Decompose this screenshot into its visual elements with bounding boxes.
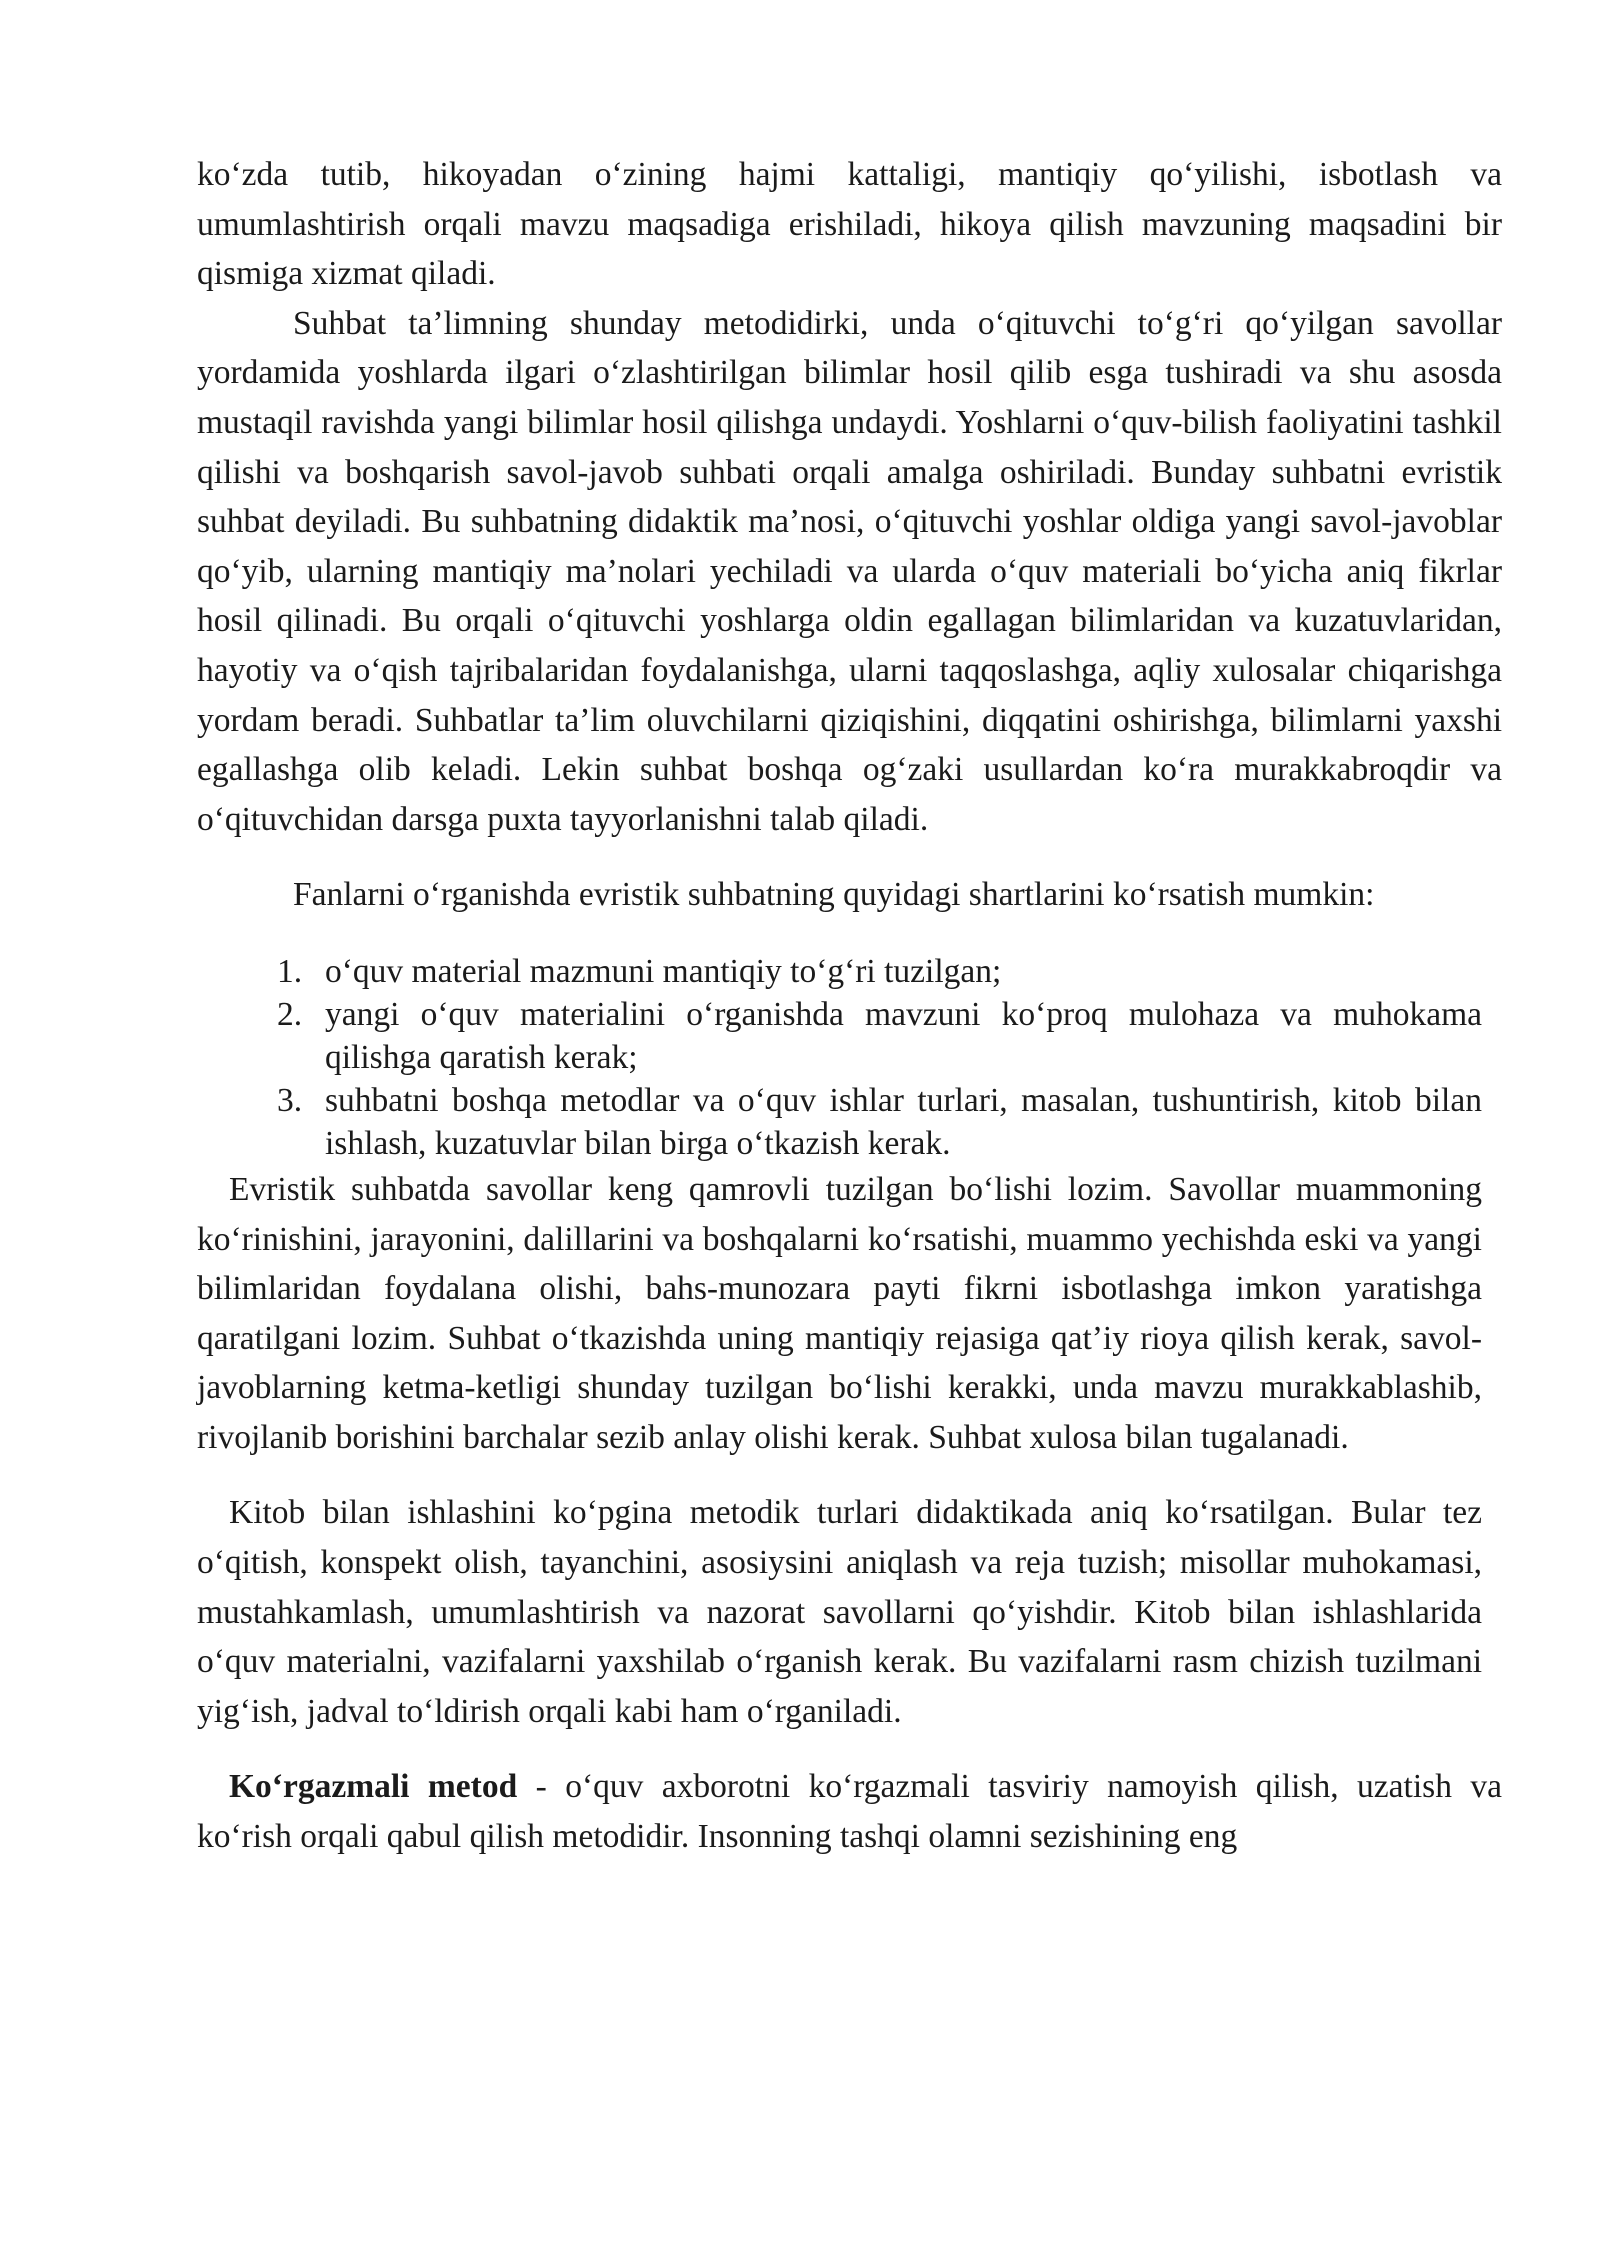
paragraph-fanlarni: Fanlarni o‘rganishda evristik suhbatning quyidagi shartlarini ko‘rsatish mumkin: bbox=[293, 876, 1375, 914]
conditions-list bbox=[197, 950, 1482, 1165]
list-number: 2. bbox=[277, 995, 303, 1033]
list-item-text: suhbatni boshqa metodlar va o‘quv ishlar turlari, masalan, tushuntirish, kitob bilan ishlash, kuzatuvlar bilan birga o‘tkazish kerak. bbox=[325, 1081, 1482, 1162]
list-item-text: o‘quv material mazmuni mantiqiy to‘g‘ri tuzilgan; bbox=[325, 952, 1002, 990]
definition-text: - o‘quv axborotni ko‘rgazmali tasviriy namoyish qilish, uzatish va ko‘rish orqali qabul qilish metodidir. Insonning tashqi olamni sezishining eng bbox=[197, 1768, 1502, 1856]
list-number: 1. bbox=[277, 952, 303, 990]
paragraph-kitob: Kitob bilan ishlashini ko‘pgina metodik turlari didaktikada aniq ko‘rsatilgan. Bular tez o‘qitish, konspekt olish, tayanchini, asosiysini aniqlash va reja tuzish; misollar muhokamasi, mustahkamlash, umumlashtirish va nazorat savollarni qo‘yishdir. Kitob bilan ishlashlarida o‘quv materialni, vazifalarni yaxshilab o‘rganish kerak. Bu vazifalarni rasm chizish tuzilmani yig‘ish, jadval to‘ldirish orqali kabi ham o‘rganiladi. bbox=[197, 1494, 1482, 1730]
list-number: 3. bbox=[277, 1081, 303, 1119]
list-item bbox=[197, 1079, 1482, 1165]
term-korgazmali-metod: Ko‘rgazmali metod bbox=[229, 1768, 518, 1806]
list-item-text: yangi o‘quv materialini o‘rganishda mavzuni ko‘proq mulohaza va muhokama qilishga qaratish kerak; bbox=[325, 995, 1482, 1076]
paragraph-hikoya-continuation: ko‘zda tutib, hikoyadan o‘zining hajmi kattaligi, mantiqiy qo‘yilishi, isbotlash va umumlashtirish orqali mavzu maqsadiga erishiladi, hikoya qilish mavzuning maqsadini bir qismiga xizmat qiladi. bbox=[197, 156, 1502, 293]
paragraph-suhbat: Suhbat ta’limning shunday metodidirki, unda o‘qituvchi to‘g‘ri qo‘yilgan savollar yordamida yoshlarda ilgari o‘zlashtirilgan bilimlar hosil qilib esga tushiradi va shu asosda mustaqil ravishda yangi bilimlar hosil qilishga undaydi. Yoshlarni o‘quv-bilish faoliyatini tashkil qilishi va boshqarish savol-javob suhbati orqali amalga oshiriladi. Bunday suhbatni evristik suhbat deyiladi. Bu suhbatning didaktik ma’nosi, o‘qituvchi yoshlar oldiga yangi savol-javoblar qo‘yib, ularning mantiqiy ma’nolari yechiladi va ularda o‘quv materiali bo‘yicha aniq fikrlar hosil qilinadi. Bu orqali o‘qituvchi yoshlarga oldin egallagan bilimlaridan va kuzatuvlaridan, hayotiy va o‘qish tajribalaridan foydalanishga, ularni taqqoslashga, aqliy xulosalar chiqarishga yordam beradi. Suhbatlar ta’lim oluvchilarni qiziqishini, diqqatini oshirishga, bilimlarni yaxshi egallashga olib keladi. Lekin suhbat boshqa og‘zaki usullardan ko‘ra murakkabroqdir va o‘qituvchidan darsga puxta tayyorlanishni talab qiladi. bbox=[197, 304, 1502, 838]
paragraph-korgazmali bbox=[197, 1762, 1502, 1861]
list-item bbox=[197, 993, 1482, 1079]
document-page bbox=[197, 150, 1502, 1862]
list-item bbox=[197, 950, 1482, 993]
paragraph-evristik: Evristik suhbatda savollar keng qamrovli tuzilgan bo‘lishi lozim. Savollar muammoning ko‘rinishini, jarayonini, dalillarini va boshqalarni ko‘rsatishi, muammo yechishda eski va yangi bilimlaridan foydalana olishi, bahs-munozara payti fikrni isbotlashga imkon yaratishga qaratilgani lozim. Suhbat o‘tkazishda uning mantiqiy rejasiga qat’iy rioya qilish kerak, savol-javoblarning ketma-ketligi shunday tuzilgan bo‘lishi kerakki, unda mavzu murakkablashib, rivojlanib borishini barchalar sezib anlay olishi kerak. Suhbat xulosa bilan tugalanadi. bbox=[197, 1170, 1482, 1456]
